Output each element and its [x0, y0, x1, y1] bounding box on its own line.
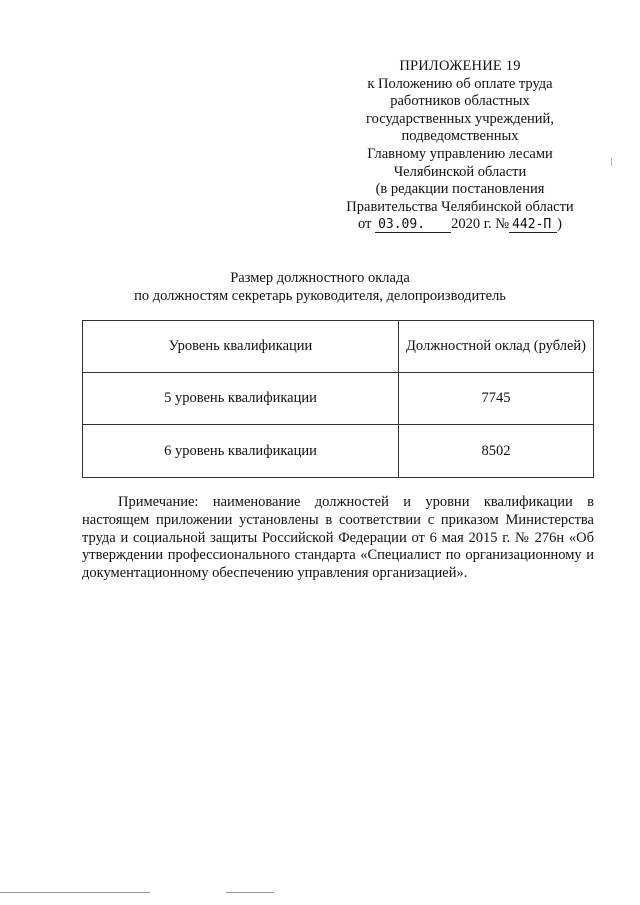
date-prefix: от	[358, 216, 372, 233]
qualification-cell: 5 уровень квалификации	[83, 373, 399, 424]
approval-line: (в редакции постановления	[375, 181, 545, 198]
approval-line: Челябинской области	[393, 163, 527, 180]
handwritten-date: 03.09.	[375, 218, 451, 233]
salary-cell: 8502	[481, 442, 511, 459]
table-header-row	[83, 321, 593, 373]
approval-line: подведомственных	[401, 128, 519, 145]
salary-cell: 7745	[481, 389, 511, 406]
note-paragraph: Примечание: наименование должностей и уровни квалификации в настоящем приложении установлены в соответствии с приказом Министерства труда и социальной защиты Российской Федерации от 6 мая 2015 г. № 276н «Об утверждении профессионального стандарта «Специалист по организационному и документационному обеспечению управления организацией».	[82, 494, 594, 582]
header-salary: Должностной оклад (рублей)	[406, 337, 586, 354]
qualification-cell: 6 уровень квалификации	[83, 425, 399, 478]
table-row	[83, 373, 593, 425]
approval-line: работников областных	[390, 93, 530, 110]
heading-line: Размер должностного оклада	[230, 270, 410, 286]
closing-paren: )	[557, 216, 562, 233]
salary-table	[82, 320, 594, 478]
year-text: 2020 г. №	[451, 216, 510, 233]
scan-bottom-line	[226, 892, 274, 893]
appendix-title: ПРИЛОЖЕНИЕ 19	[399, 58, 521, 74]
scan-bottom-line	[0, 892, 150, 893]
scan-edge-mark	[611, 158, 612, 166]
approval-line: Главному управлению лесами	[367, 145, 553, 162]
header-qualification: Уровень квалификации	[83, 321, 399, 372]
heading-line: по должностям секретарь руководителя, делопроизводитель	[134, 287, 506, 304]
approval-block	[330, 58, 590, 234]
approval-line: Правительства Челябинской области	[346, 198, 574, 215]
table-row	[83, 425, 593, 478]
approval-line: к Положению об оплате труда	[367, 75, 553, 92]
approval-date-line	[330, 216, 590, 234]
approval-line: государственных учреждений,	[366, 110, 554, 127]
document-heading	[60, 270, 580, 305]
handwritten-number: 442-П	[509, 218, 557, 233]
